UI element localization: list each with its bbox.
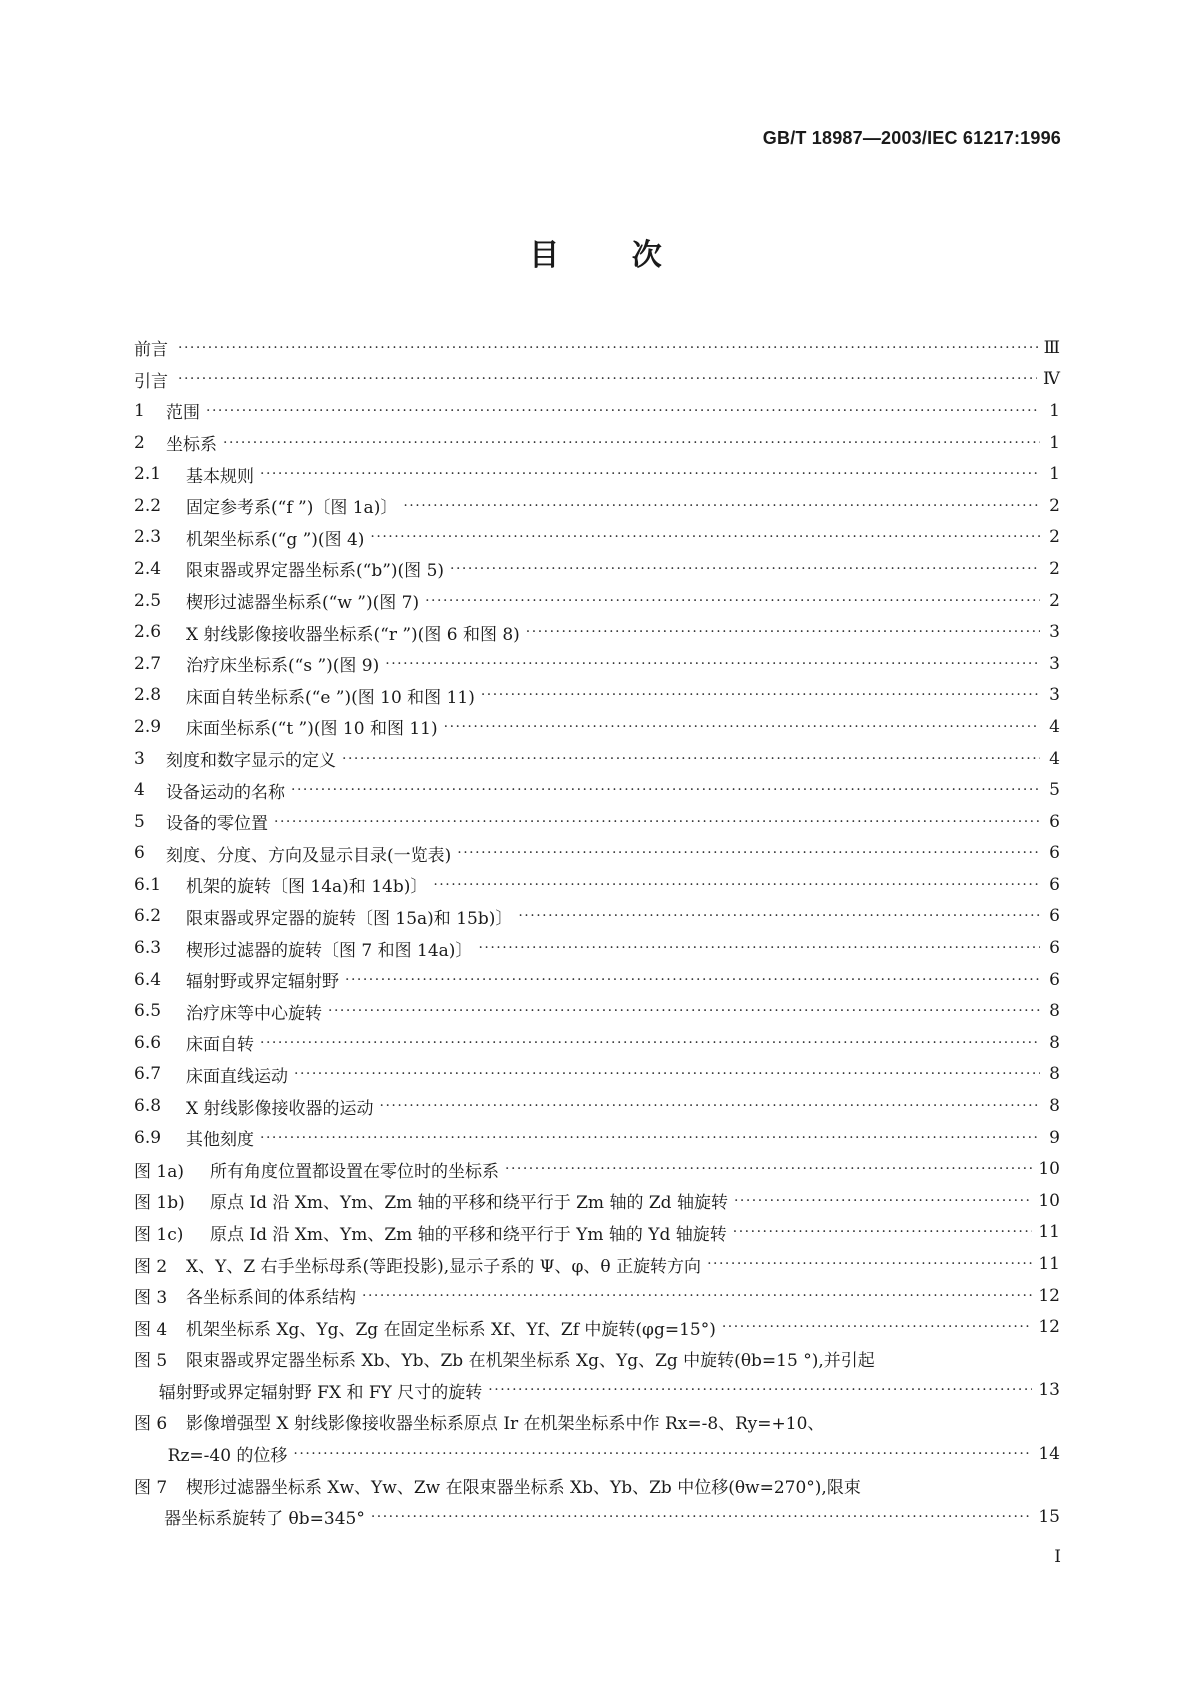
toc-entry[interactable]	[134, 1248, 1060, 1280]
toc-entry[interactable]	[134, 1280, 1060, 1312]
toc-entry[interactable]	[134, 711, 1060, 743]
toc-entry-label: 楔形过滤器坐标系(“w ”)(图 7)	[186, 593, 420, 614]
toc-entry-label: 限束器或界定器的旋转〔图 15a)和 15b)〕	[186, 908, 513, 929]
toc-entry[interactable]	[134, 332, 1060, 364]
toc-entry[interactable]	[134, 743, 1060, 775]
toc-entry[interactable]	[134, 869, 1060, 901]
toc-leader-dots	[425, 593, 1040, 609]
toc-entry[interactable]	[134, 1090, 1060, 1122]
toc-entry[interactable]	[134, 1153, 1060, 1185]
toc-leader-dots	[362, 1288, 1032, 1304]
toc-entry-label: 床面坐标系(“t ”)(图 10 和图 11)	[186, 719, 438, 740]
toc-leader-dots	[260, 1130, 1040, 1146]
toc-entry-number: 3	[134, 748, 145, 769]
toc-entry[interactable]	[134, 648, 1060, 680]
toc-entry-number: 图 1a)	[134, 1161, 184, 1182]
toc-entry-label: 基本规则	[186, 466, 254, 487]
toc-entry[interactable]	[134, 490, 1060, 522]
toc-entry[interactable]	[134, 522, 1060, 554]
toc-entry-page: 6	[1049, 906, 1060, 927]
toc-entry[interactable]	[134, 964, 1060, 996]
toc-entry[interactable]	[134, 932, 1060, 964]
toc-entry-page: 14	[1038, 1443, 1060, 1464]
toc-entry-label: 机架的旋转〔图 14a)和 14b)〕	[186, 877, 428, 898]
toc-entry-label: 刻度、分度、方向及显示目录(一览表)	[166, 845, 452, 866]
toc-entry[interactable]	[134, 616, 1060, 648]
toc-entry[interactable]	[134, 1375, 1060, 1407]
toc-entry-number: 2.9	[134, 716, 162, 737]
toc-entry-label: 影像增强型 X 射线影像接收器坐标系原点 Ir 在机架坐标系中作 Rx=-8、Ry=+10、	[186, 1414, 825, 1435]
toc-entry-number: 6.9	[134, 1127, 162, 1148]
toc-leader-dots	[345, 972, 1040, 988]
toc-entry-label: 楔形过滤器的旋转〔图 7 和图 14a)〕	[186, 940, 473, 961]
toc-entry-page: 12	[1038, 1317, 1060, 1338]
toc-entry-label: X 射线影像接收器坐标系(“r ”)(图 6 和图 8)	[186, 624, 520, 645]
toc-entry[interactable]	[134, 1438, 1060, 1470]
toc-entry[interactable]	[134, 1469, 1060, 1501]
toc-entry-page: 2	[1049, 590, 1060, 611]
toc-entry[interactable]	[134, 395, 1060, 427]
toc-entry-page: 6	[1049, 969, 1060, 990]
standard-code: GB/T 18987—2003/IEC 61217:1996	[762, 128, 1061, 148]
toc-entry-label: Rz=-40 的位移	[167, 1446, 288, 1467]
toc-entry-label: X、Y、Z 右手坐标母系(等距投影),显示子系的 Ψ、φ、θ 正旋转方向	[186, 1256, 702, 1277]
toc-entry-label: 其他刻度	[186, 1130, 254, 1151]
toc-entry-label: 固定参考系(“f ”)〔图 1a)〕	[186, 498, 398, 519]
toc-entry-page: 15	[1038, 1506, 1060, 1527]
toc-entry-page: 8	[1049, 1064, 1060, 1085]
toc-entry-number: 图 4	[134, 1319, 168, 1340]
toc-entry-label: 各坐标系间的体系结构	[186, 1288, 356, 1309]
toc-leader-dots	[293, 1446, 1032, 1462]
toc-leader-dots	[518, 908, 1040, 924]
toc-entry-number: 6.6	[134, 1032, 162, 1053]
toc-entry-number: 6.7	[134, 1064, 162, 1085]
toc-entry-number: 6.8	[134, 1096, 162, 1117]
toc-entry-number: 2.6	[134, 622, 162, 643]
toc-entry-number: 图 7	[134, 1477, 168, 1498]
toc-entry-page: 8	[1049, 1032, 1060, 1053]
toc-leader-dots	[371, 1509, 1033, 1525]
toc-entry[interactable]	[134, 1027, 1060, 1059]
toc-entry-label: 辐射野或界定辐射野 FX 和 FY 尺寸的旋转	[158, 1382, 483, 1403]
toc-entry[interactable]	[134, 458, 1060, 490]
toc-entry-label: 器坐标系旋转了 θb=345°	[164, 1509, 365, 1530]
page-number: I	[1054, 1547, 1061, 1567]
toc-entry[interactable]	[134, 774, 1060, 806]
toc-entry-page: 6	[1049, 874, 1060, 895]
toc-entry-number: 2	[134, 432, 145, 453]
toc-entry-label: X 射线影像接收器的运动	[186, 1098, 374, 1119]
toc-entry-label: 机架坐标系(“g ”)(图 4)	[186, 529, 365, 550]
toc-entry-number: 6	[134, 843, 145, 864]
toc-entry-page: 6	[1049, 938, 1060, 959]
toc-leader-dots	[433, 877, 1040, 893]
toc-entry[interactable]	[134, 427, 1060, 459]
toc-leader-dots	[223, 435, 1040, 451]
toc-entry-page: Ⅳ	[1043, 369, 1060, 390]
table-of-contents	[134, 332, 1060, 1533]
toc-entry-page: 13	[1038, 1380, 1060, 1401]
toc-entry-page: 11	[1038, 1254, 1060, 1275]
toc-leader-dots	[178, 371, 1037, 387]
toc-leader-dots	[450, 561, 1040, 577]
toc-leader-dots	[722, 1319, 1033, 1335]
toc-entry[interactable]	[134, 1185, 1060, 1217]
toc-entry-label: 原点 Id 沿 Xm、Ym、Zm 轴的平移和绕平行于 Ym 轴的 Yd 轴旋转	[210, 1224, 727, 1245]
toc-entry-label: 治疗床坐标系(“s ”)(图 9)	[186, 656, 380, 677]
toc-entry-number: 图 2	[134, 1256, 168, 1277]
toc-leader-dots	[291, 782, 1040, 798]
toc-entry-label: 治疗床等中心旋转	[186, 1003, 322, 1024]
toc-entry-label: 设备的零位置	[166, 814, 268, 835]
toc-entry[interactable]	[134, 1122, 1060, 1154]
toc-entry[interactable]	[134, 1217, 1060, 1249]
toc-entry-number: 2.4	[134, 558, 162, 579]
toc-leader-dots	[274, 814, 1040, 830]
toc-entry-number: 图 1c)	[134, 1224, 184, 1245]
toc-leader-dots	[342, 751, 1040, 767]
toc-entry[interactable]	[134, 1311, 1060, 1343]
toc-leader-dots	[488, 1382, 1032, 1398]
toc-entry-page: 2	[1049, 558, 1060, 579]
toc-leader-dots	[734, 1193, 1032, 1209]
toc-entry-number: 4	[134, 780, 145, 801]
toc-entry[interactable]	[134, 680, 1060, 712]
toc-entry-label: 刻度和数字显示的定义	[166, 751, 336, 772]
toc-entry-number: 5	[134, 811, 145, 832]
toc-entry-page: 9	[1049, 1127, 1060, 1148]
toc-entry-label: 坐标系	[166, 435, 217, 456]
toc-entry[interactable]	[134, 838, 1060, 870]
toc-entry[interactable]	[134, 1059, 1060, 1091]
toc-entry-page: 2	[1049, 495, 1060, 516]
toc-entry[interactable]	[134, 1343, 1060, 1375]
toc-entry-page: 2	[1049, 527, 1060, 548]
toc-entry-label: 范围	[166, 403, 200, 424]
toc-entry-label: 限束器或界定器坐标系(“b”)(图 5)	[186, 561, 445, 582]
toc-entry-page: 6	[1049, 811, 1060, 832]
toc-leader-dots	[707, 1256, 1032, 1272]
toc-entry-page: 12	[1038, 1285, 1060, 1306]
toc-leader-dots	[178, 340, 1038, 356]
toc-leader-dots	[526, 624, 1040, 640]
toc-entry-label: 引言	[134, 371, 168, 392]
toc-entry-label: 机架坐标系 Xg、Yg、Zg 在固定坐标系 Xf、Yf、Zf 中旋转(φg=15°)	[186, 1319, 716, 1340]
toc-entry-number: 2.1	[134, 464, 162, 485]
toc-entry-page: 10	[1038, 1159, 1060, 1180]
toc-entry-label: 床面直线运动	[186, 1066, 288, 1087]
toc-entry-label: 床面自转	[186, 1035, 254, 1056]
toc-leader-dots	[260, 1035, 1040, 1051]
toc-entry-label: 所有角度位置都设置在零位时的坐标系	[210, 1161, 499, 1182]
toc-entry[interactable]	[134, 806, 1060, 838]
toc-entry-label: 限束器或界定器坐标系 Xb、Yb、Zb 在机架坐标系 Xg、Yg、Zg 中旋转(θb=15 °),并引起	[186, 1351, 875, 1372]
toc-entry-label: 设备运动的名称	[166, 782, 285, 803]
toc-leader-dots	[328, 1003, 1040, 1019]
toc-entry[interactable]	[134, 995, 1060, 1027]
toc-entry-number: 2.2	[134, 495, 162, 516]
toc-entry[interactable]	[134, 1501, 1060, 1533]
toc-leader-dots	[370, 529, 1040, 545]
toc-entry[interactable]	[134, 553, 1060, 585]
toc-leader-dots	[478, 940, 1040, 956]
toc-entry-page: 1	[1049, 464, 1060, 485]
toc-entry[interactable]	[134, 364, 1060, 396]
toc-entry-number: 6.3	[134, 938, 162, 959]
toc-leader-dots	[403, 498, 1040, 514]
toc-entry-number: 图 1b)	[134, 1193, 185, 1214]
toc-entry-number: 2.7	[134, 653, 162, 674]
toc-entry-page: 3	[1049, 685, 1060, 706]
toc-leader-dots	[457, 845, 1040, 861]
toc-entry-number: 2.3	[134, 527, 162, 548]
toc-entry-page: 11	[1038, 1222, 1060, 1243]
toc-entry-page: 8	[1049, 1001, 1060, 1022]
toc-entry-label: 原点 Id 沿 Xm、Ym、Zm 轴的平移和绕平行于 Zm 轴的 Zd 轴旋转	[210, 1193, 728, 1214]
toc-entry-number: 图 6	[134, 1414, 168, 1435]
toc-entry-page: 8	[1049, 1096, 1060, 1117]
toc-leader-dots	[733, 1224, 1033, 1240]
toc-leader-dots	[444, 719, 1040, 735]
toc-leader-dots	[380, 1098, 1040, 1114]
toc-entry-number: 图 5	[134, 1351, 168, 1372]
toc-entry-number: 1	[134, 400, 145, 421]
toc-entry-number: 2.5	[134, 590, 162, 611]
toc-entry-number: 2.8	[134, 685, 162, 706]
toc-entry-page: 10	[1038, 1190, 1060, 1211]
toc-entry-number: 6.2	[134, 906, 162, 927]
toc-leader-dots	[294, 1066, 1040, 1082]
toc-entry-number: 6.1	[134, 874, 162, 895]
toc-entry-page: 4	[1049, 748, 1060, 769]
toc-entry[interactable]	[134, 585, 1060, 617]
toc-leader-dots	[385, 656, 1040, 672]
toc-leader-dots	[260, 466, 1040, 482]
toc-leader-dots	[206, 403, 1040, 419]
toc-entry-page: 5	[1049, 780, 1060, 801]
toc-leader-dots	[505, 1161, 1032, 1177]
toc-entry-label: 辐射野或界定辐射野	[186, 972, 339, 993]
toc-entry-label: 前言	[134, 340, 168, 361]
toc-entry-label: 楔形过滤器坐标系 Xw、Yw、Zw 在限束器坐标系 Xb、Yb、Zb 中位移(θw=270°),限束	[186, 1477, 861, 1498]
toc-leader-dots	[481, 687, 1040, 703]
toc-entry-page: 1	[1049, 400, 1060, 421]
toc-entry-page: 4	[1049, 716, 1060, 737]
toc-entry[interactable]	[134, 1406, 1060, 1438]
toc-entry-number: 6.4	[134, 969, 162, 990]
toc-entry-number: 图 3	[134, 1288, 168, 1309]
toc-entry-page: Ⅲ	[1043, 337, 1060, 358]
toc-entry-page: 3	[1049, 622, 1060, 643]
toc-entry[interactable]	[134, 901, 1060, 933]
toc-entry-label: 床面自转坐标系(“e ”)(图 10 和图 11)	[186, 687, 475, 708]
toc-entry-number: 6.5	[134, 1001, 162, 1022]
toc-entry-page: 6	[1049, 843, 1060, 864]
toc-entry-page: 1	[1049, 432, 1060, 453]
toc-entry-page: 3	[1049, 653, 1060, 674]
page-title: 目 次	[529, 238, 662, 273]
